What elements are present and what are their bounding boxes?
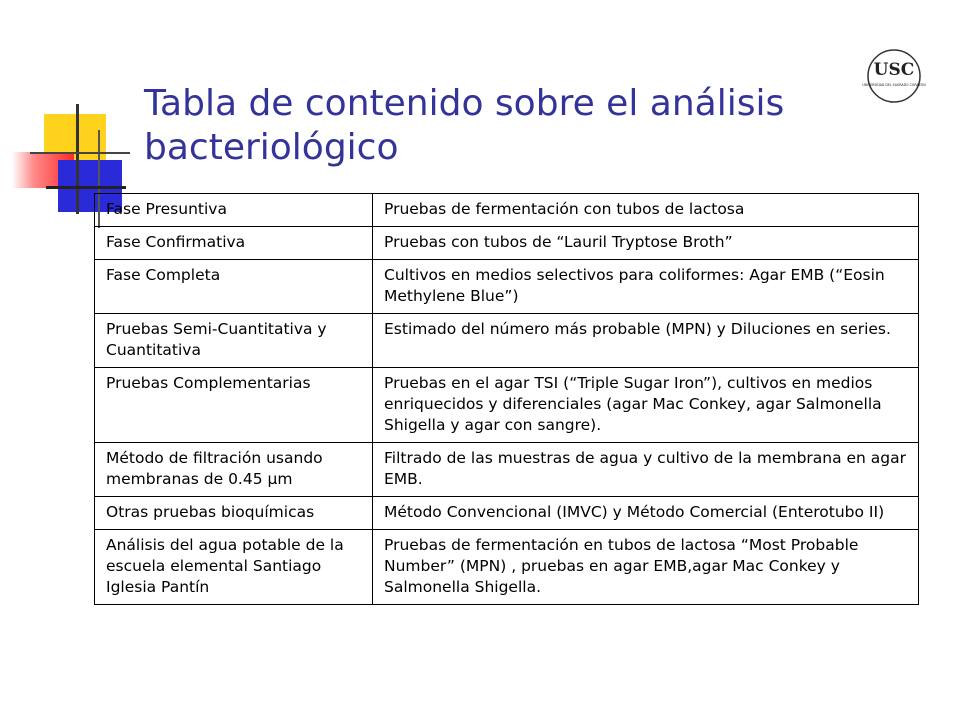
table-row bbox=[95, 260, 919, 314]
phase-cell: Fase Presuntiva bbox=[95, 194, 373, 227]
description-cell: Pruebas de fermentación con tubos de lactosa bbox=[373, 194, 919, 227]
phase-cell: Método de filtración usando membranas de 0.45 µm bbox=[95, 443, 373, 497]
phase-cell: Fase Completa bbox=[95, 260, 373, 314]
phase-cell: Pruebas Semi-Cuantitativa y Cuantitativa bbox=[95, 314, 373, 368]
description-cell: Estimado del número más probable (MPN) y Diluciones en series. bbox=[373, 314, 919, 368]
logo-text: USC bbox=[873, 60, 915, 80]
phase-cell: Pruebas Complementarias bbox=[95, 368, 373, 443]
phase-cell: Análisis del agua potable de la escuela elemental Santiago Iglesia Pantín bbox=[95, 530, 373, 605]
university-logo bbox=[862, 48, 926, 104]
phase-cell: Otras pruebas bioquímicas bbox=[95, 497, 373, 530]
table-row bbox=[95, 443, 919, 497]
description-cell: Pruebas de fermentación en tubos de lactosa “Most Probable Number” (MPN) , pruebas en agar EMB,agar Mac Conkey y Salmonella Shigella. bbox=[373, 530, 919, 605]
horizontal-line-shape bbox=[46, 186, 126, 189]
table-row bbox=[95, 314, 919, 368]
table-row bbox=[95, 530, 919, 605]
logo-subtext: UNIVERSIDAD DEL SAGRADO CORAZON bbox=[862, 83, 926, 87]
description-cell: Pruebas con tubos de “Lauril Tryptose Broth” bbox=[373, 227, 919, 260]
vertical-line-shape bbox=[76, 104, 79, 214]
table-row bbox=[95, 194, 919, 227]
analysis-table bbox=[94, 193, 919, 605]
description-cell: Cultivos en medios selectivos para coliformes: Agar EMB (“Eosin Methylene Blue”) bbox=[373, 260, 919, 314]
table-row bbox=[95, 497, 919, 530]
phase-cell: Fase Confirmativa bbox=[95, 227, 373, 260]
description-cell: Método Convencional (IMVC) y Método Comercial (Enterotubo II) bbox=[373, 497, 919, 530]
horizontal-line-shape-2 bbox=[30, 152, 130, 154]
table-row bbox=[95, 368, 919, 443]
description-cell: Pruebas en el agar TSI (“Triple Sugar Iron”), cultivos en medios enriquecidos y diferenciales (agar Mac Conkey, agar Salmonella Shigella y agar con sangre). bbox=[373, 368, 919, 443]
slide-title: Tabla de contenido sobre el análisis bacteriológico bbox=[144, 83, 785, 168]
table-row bbox=[95, 227, 919, 260]
description-cell: Filtrado de las muestras de agua y cultivo de la membrana en agar EMB. bbox=[373, 443, 919, 497]
